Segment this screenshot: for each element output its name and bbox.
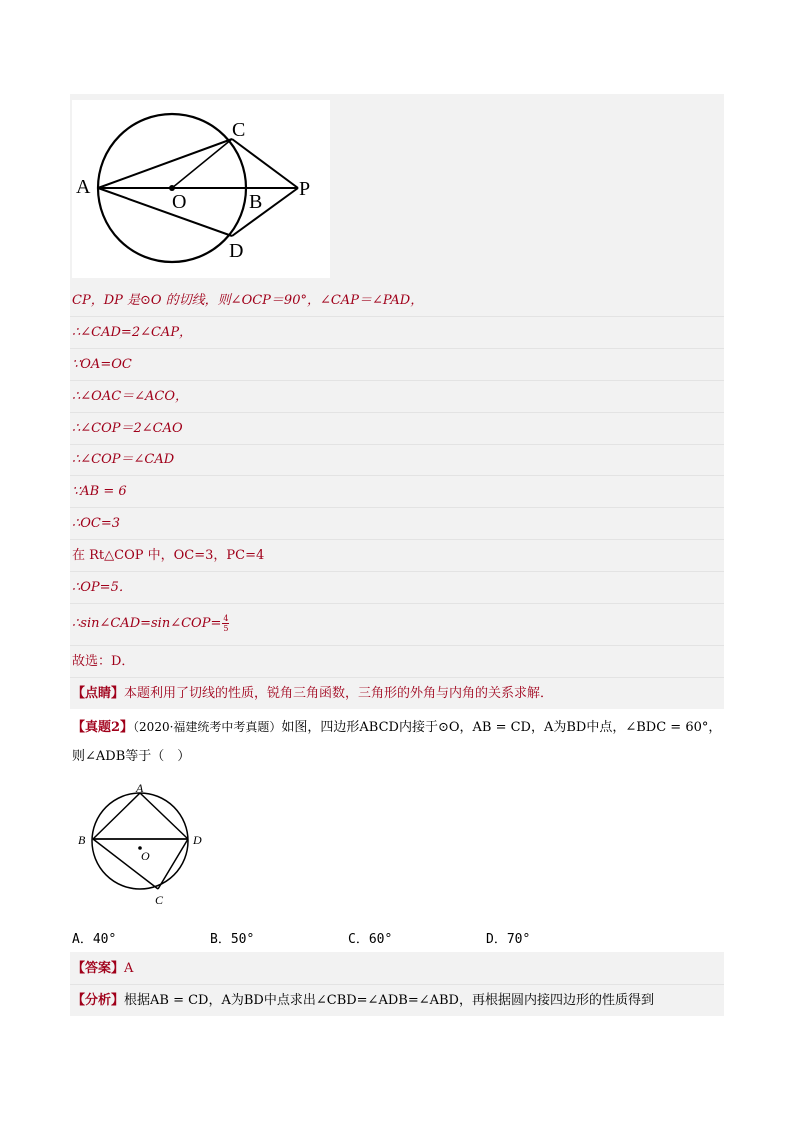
fraction-numerator: 4: [223, 614, 229, 623]
comment-tag: 【点睛】: [72, 686, 125, 701]
divider: [70, 571, 724, 572]
circle-tangent-figure: [72, 100, 330, 278]
choice-value: 70°: [506, 932, 531, 947]
comment-line: [72, 685, 722, 703]
label-O: O: [172, 191, 187, 213]
inscribed-quadrilateral-svg: [74, 778, 214, 910]
label-C: C: [155, 893, 164, 907]
divider: [70, 444, 724, 445]
choice-letter: A．: [72, 932, 93, 947]
solution-line-1: CP，DP 是⊙O 的切线，则∠OCP＝90°，∠CAP＝∠PAD，: [72, 293, 424, 308]
label-B: B: [249, 191, 263, 213]
choice-d[interactable]: [486, 928, 530, 947]
choice-b[interactable]: [210, 928, 254, 947]
divider: [70, 677, 724, 678]
answer-value: A: [124, 961, 134, 976]
solution-line-10: ∴OP=5．: [72, 580, 132, 595]
divider: [70, 348, 724, 349]
inscribed-quadrilateral-figure: [74, 778, 214, 910]
solution-line-6: ∴∠COP＝∠CAD: [72, 452, 175, 467]
divider: [70, 316, 724, 317]
label-A: A: [136, 781, 144, 795]
divider: [70, 507, 724, 508]
choice-c[interactable]: [348, 928, 392, 947]
question2-stem-2: 则∠ADB等于（ ）: [72, 749, 191, 764]
analysis-line: [72, 992, 722, 1010]
answer-tag: 【答案】: [72, 961, 125, 976]
question2-tag: 【真题2】: [72, 720, 134, 735]
solution-line-3: ∵OA=OC: [72, 357, 132, 372]
choose-line: 故选：D．: [72, 654, 135, 669]
fraction-denominator: 5: [223, 624, 229, 633]
label-C: C: [232, 119, 246, 141]
solution-line-2: ∴∠CAD=2∠CAP，: [72, 325, 193, 340]
sin-equation: ∴sin∠CAD=sin∠COP=: [72, 616, 222, 631]
solution-line-5: ∴∠COP＝2∠CAO: [72, 421, 183, 436]
divider: [70, 984, 724, 985]
fraction-4-5: [222, 614, 229, 633]
choice-value: 60°: [368, 932, 393, 947]
solution-line-9: 在 Rt△COP 中，OC=3，PC=4: [72, 548, 265, 563]
label-A: A: [76, 176, 91, 198]
label-D: D: [229, 240, 244, 262]
analysis-tag: 【分析】: [72, 993, 125, 1008]
comment-text: 本题利用了切线的性质，锐角三角函数，三角形的外角与内角的关系求解．: [124, 686, 554, 701]
divider: [70, 475, 724, 476]
label-D: D: [193, 833, 202, 847]
choice-letter: B．: [210, 932, 231, 947]
solution-line-8: ∴OC=3: [72, 516, 121, 531]
divider: [70, 603, 724, 604]
question2-source: （2020·福建统考中考真题）: [133, 720, 282, 734]
solution-line-7: ∵AB = 6: [72, 484, 127, 499]
question2-stem: [72, 718, 722, 737]
divider: [70, 539, 724, 540]
divider: [70, 380, 724, 381]
choice-a[interactable]: [72, 928, 116, 947]
question2-text: 如图，四边形ABCD内接于⊙O，AB = CD，A为BD中点，∠BDC = 60°，: [281, 720, 722, 735]
label-P: P: [299, 178, 311, 200]
divider: [70, 412, 724, 413]
circle-tangent-svg: [72, 100, 330, 278]
label-B: B: [78, 833, 86, 847]
solution-line-11: [72, 614, 722, 633]
choice-value: 40°: [92, 932, 117, 947]
answer-line: [72, 960, 722, 978]
solution-line-4: ∴∠OAC＝∠ACO，: [72, 389, 189, 404]
label-O: O: [141, 849, 150, 863]
choice-value: 50°: [230, 932, 255, 947]
choice-letter: C．: [348, 932, 369, 947]
analysis-text: 根据AB = CD，A为BD中点求出∠CBD=∠ADB=∠ABD，再根据圆内接四边形的性质得到: [124, 993, 654, 1008]
choice-letter: D．: [486, 932, 507, 947]
divider: [70, 645, 724, 646]
